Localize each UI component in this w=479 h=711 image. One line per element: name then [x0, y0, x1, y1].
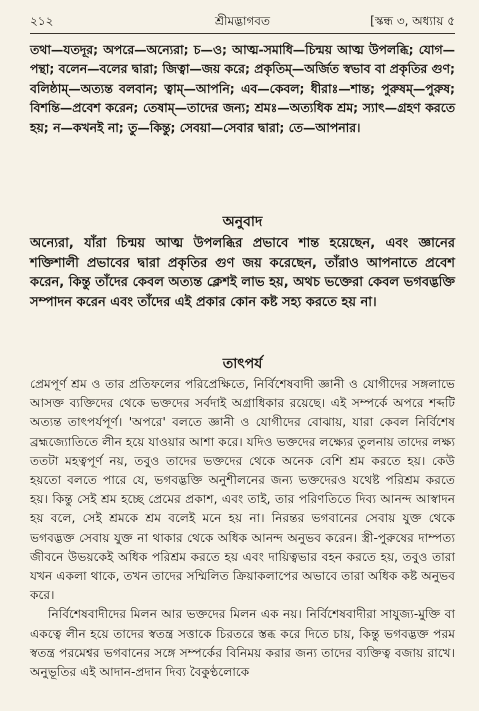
purport-paragraph: প্রেমপূর্ণ শ্রম ও তার প্রতিফলের পরিপ্রেক্ষিতে, নির্বিশেষবাদী জ্ঞানী ও যোগীদের সঙ্গলাভে আসক্ত ব্যক্তিদের থেকে ভক্তদের সর্বদাই অগ্রাধিকার রয়েছে। এই সম্পর্কে অপরে শব্দটি অত্যন্ত তাৎপর্যপূর্ণ। 'অপরে' বলতে জ্ঞানী ও যোগীদের বোঝায়, যারা কেবল নির্বিশেষ ব্রহ্মজ্যোতিতে লীন হয়ে যাওয়ার আশা করে। যদিও ভক্তদের লক্ষ্যের তুলনায় তাদের লক্ষ্য ততটা মহত্বপূর্ণ নয়, তবুও তাদের ভক্তদের থেকে অনেক বেশি শ্রম করতে হয়। কেউ হয়তো বলতে পারে যে, ভগবদ্ভক্তি অনুশীলনের জন্য ভক্তদেরও যথেষ্ট পরিশ্রম করতে হয়। কিন্তু সেই শ্রম হচ্ছে প্রেমের প্রকাশ, এবং তাই, তার পরিণতিতে দিব্য আনন্দ আস্বাদন হয় বলে, সেই শ্রমকে শ্রম বলেই মনে হয় না। নিরন্তর ভগবানের সেবায় যুক্ত থেকে ভগবদ্ভক্ত সেবায় যুক্ত না থাকার থেকে অধিক আনন্দ অনুভব করেন। স্ত্রী-পুরুষের দাম্পত্য জীবনে উভয়কেই অধিক পরিশ্রম করতে হয় এবং দায়িত্বভার বহন করতে হয়, তবুও তারা যখন একলা থাকে, তখন তাদের সম্মিলিত ক্রিয়াকলাপের অভাবে তারা অধিক কষ্ট অনুভব করে। — [30, 377, 455, 603]
header-divider — [30, 33, 455, 34]
translation-heading: অনুবাদ — [222, 214, 263, 230]
translation-text: অন্যেরা, যাঁরা চিন্ময় আত্ম উপলব্ধির প্রভাবে শান্ত হয়েছেন, এবং জ্ঞানের শক্তিশালী প্রভাবের দ্বারা প্রকৃতির গুণ জয় করেছেন, তাঁরাও আপনাতে প্রবেশ করেন, কিন্তু তাঁদের কেবল অত্যন্ত ক্লেশই লাভ হয়, অথচ ভক্তেরা কেবল ভগবদ্ভক্তি সম্পাদন করেন এবং তাঁদের এই প্রকার কোন কষ্ট সহ্য করতে হয় না। — [30, 236, 455, 310]
word-synonyms: তথা—যতদূর; অপরে—অন্যেরা; চ—ও; আত্ম-সমাধি—চিন্ময় আত্ম উপলব্ধি; যোগ—পন্থা; বলেন—বলের দ্বারা; জিত্বা—জয় করে; প্রকৃতিম্—অর্জিত স্বভাব বা প্রকৃতির গুণ; বলিষ্ঠাম্—অত্যন্ত বলবান; ত্বাম্—আপনি; এব—কেবল; ধীরাঃ—শান্ত; পুরুষম্—পুরুষ; বিশন্তি—প্রবেশ করেন; তেষাম্—তাদের জন্য; শ্রমঃ—অত্যধিক শ্রম; স্যাৎ—গ্রহণ করতে হয়; ন—কখনই না; তু—কিন্তু; সেবয়া—সেবার দ্বারা; তে—আপনার। — [30, 42, 455, 135]
purport-paragraph: নির্বিশেষবাদীদের মিলন আর ভক্তদের মিলন এক নয়। নির্বিশেষবাদীরা সাযুজ্য-মুক্তি বা একত্বে লীন হয়ে তাদের স্বতন্ত্র সত্তাকে চিরতরে স্তব্ধ করে দিতে চায়, কিন্তু ভগবদ্ভক্ত পরম স্বতন্ত্র পরমেশ্বর ভগবানের সঙ্গে সম্পর্কের বিনিময় করার জন্য তাদের ব্যক্তিত্ব বজায় রাখে। অনুভূতির এই আদান-প্রদান দিব্য বৈকুণ্ঠলোকে — [30, 607, 455, 680]
page-header — [30, 10, 455, 32]
purport-heading: তাৎপর্য — [222, 356, 263, 372]
page-number: ২১২ — [30, 14, 54, 28]
chapter-reference: [স্কন্ধ ৩, অধ্যায় ৫ — [370, 14, 455, 28]
book-title: শ্রীমদ্ভাগবত — [214, 14, 270, 28]
purport-body — [30, 375, 455, 682]
